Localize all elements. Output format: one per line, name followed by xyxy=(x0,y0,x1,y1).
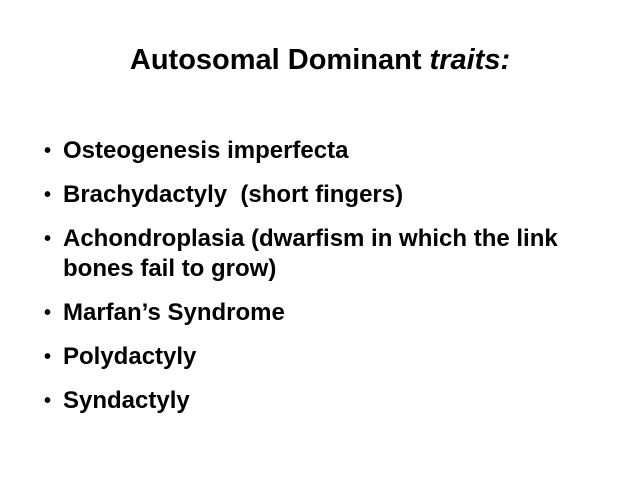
bullet-item-achondroplasia xyxy=(44,224,614,284)
bullet-icon: • xyxy=(44,302,52,324)
bullet-text: Achondroplasia (dwarfism in which the link bones fail to grow) xyxy=(63,225,558,282)
bullet-item-polydactyly xyxy=(44,342,614,372)
bullet-text: Polydactyly xyxy=(63,343,197,370)
bullet-icon: • xyxy=(44,228,52,250)
bullet-icon: • xyxy=(44,140,52,162)
slide-title xyxy=(0,42,640,78)
slide-title-italic: traits: xyxy=(429,44,511,76)
bullet-text: Brachydactyly (short fingers) xyxy=(63,181,404,208)
bullet-icon: • xyxy=(44,184,52,206)
bullet-item-marfan xyxy=(44,298,614,328)
bullet-text: Syndactyly xyxy=(63,387,190,414)
bullet-text: Osteogenesis imperfecta xyxy=(63,137,349,164)
slide-title-main: Autosomal Dominant xyxy=(129,44,430,76)
bullet-list xyxy=(44,136,614,430)
bullet-item-brachydactyly xyxy=(44,180,614,210)
bullet-item-osteogenesis xyxy=(44,136,614,166)
bullet-text: Marfan’s Syndrome xyxy=(63,299,285,326)
bullet-icon: • xyxy=(44,346,52,368)
bullet-icon: • xyxy=(44,390,52,412)
bullet-item-syndactyly xyxy=(44,386,614,416)
